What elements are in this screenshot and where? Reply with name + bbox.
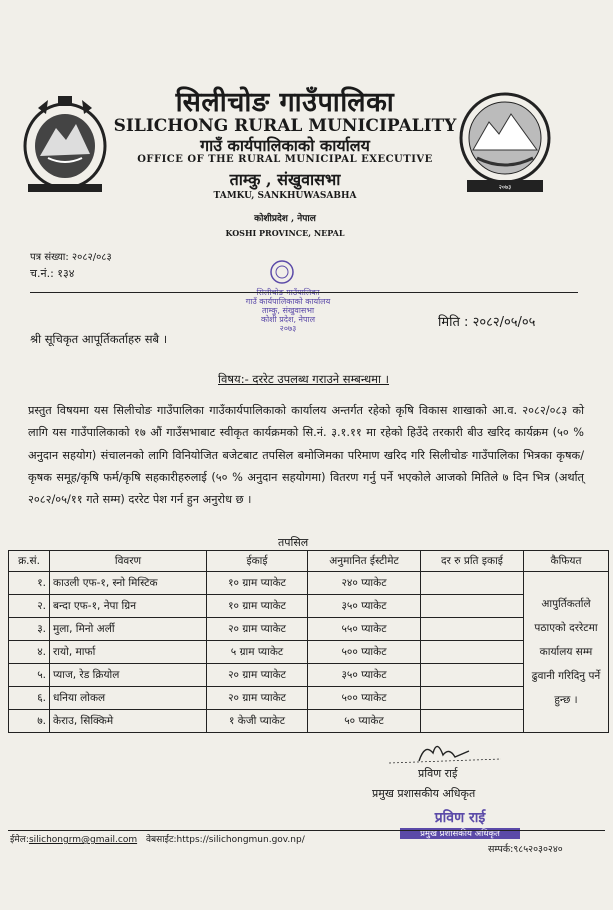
table-row <box>9 595 609 618</box>
stamp-line-4: कोशी प्रदेश, नेपाल <box>260 315 316 324</box>
body-paragraph: प्रस्तुत विषयमा यस सिलीचोङ गाउँपालिका गाउँकार्यपालिकाको कार्यालय अन्तर्गत रहेको कृषि विकास शाखाको आ.व. २०८२/०८३ को लागि यस गाउँपालिकाको १७ औं गाउँसभाबाट स्वीकृत कार्यक्रमको सि.नं. ३.१.११ मा रहेको हिउँदे तरकारी बीउ खरिद कार्यक्रम (५० % अनुदान सहयोग) संचालनको लागि विनियोजित बजेटबाट तपसिल बमोजिमका परिमाण खरिद गरि सिलीचोङ गाउँपालिका भित्रका कृषक/कृषक समूह/कृषि फर्म/कृषि सहकारीहरुलाई (५० % अनुदान सहयोगमा) वितरण गर्नु पर्ने भएकोले आजको मितिले ७ दिन भित्र (अर्थात् २०८२/०५/११ गते सम्म) दररेट पेश गर्न हुन अनुरोध छ । <box>28 404 584 507</box>
cell-unit: १० ग्राम प्याकेट <box>207 572 308 595</box>
cell-rate <box>421 641 524 664</box>
cell-rate <box>421 618 524 641</box>
footer-contact <box>10 832 305 845</box>
table-row <box>9 572 609 595</box>
cell-rate <box>421 572 524 595</box>
cell-remarks: आपुर्तिकर्ताले पठाएको दररेटमा कार्यालय सम्म ढुवानी गरिदिनु पर्ने हुन्छ । <box>524 572 609 733</box>
header-unit: ईकाई <box>207 551 308 572</box>
municipality-name-np: सिलीचोङ गाउँपालिका <box>175 87 395 118</box>
table-row <box>9 664 609 687</box>
website-link[interactable]: https://silichongmun.gov.np/ <box>176 835 305 845</box>
cell-sn: ६. <box>9 687 50 710</box>
letter-date: मिति : २०८२/०५/०५ <box>438 315 536 330</box>
cell-description: धनिया लोकल <box>50 687 207 710</box>
header-description: विवरण <box>50 551 207 572</box>
cell-unit: २० ग्राम प्याकेट <box>207 664 308 687</box>
cell-estimate: ५०० प्याकेट <box>308 641 421 664</box>
nepal-emblem-icon <box>18 88 112 198</box>
website-label: वेबसाईट: <box>145 835 177 845</box>
table-row <box>9 687 609 710</box>
cell-unit: ५ ग्राम प्याकेट <box>207 641 308 664</box>
place-en: TAMKU, SANKHUWASABHA <box>213 191 357 201</box>
province-np: कोशीप्रदेश , नेपाल <box>254 214 316 224</box>
cell-rate <box>421 687 524 710</box>
stamp-line-3: ताम्कु, संखुवासभा <box>261 306 315 315</box>
table-row <box>9 641 609 664</box>
signatory-title: प्रमुख प्रशासकीय अधिकृत <box>372 787 476 800</box>
stamp-line-5: २०७३ <box>279 324 297 333</box>
cell-estimate: ३५० प्याकेट <box>308 595 421 618</box>
svg-text:२०७३: २०७३ <box>498 184 512 191</box>
cell-unit: १० ग्राम प्याकेट <box>207 595 308 618</box>
table-row <box>9 618 609 641</box>
letter-number: पत्र संख्या: २०८२/०८३ <box>30 252 112 263</box>
cell-estimate: ३५० प्याकेट <box>308 664 421 687</box>
cell-description: मुला, मिनो अर्ली <box>50 618 207 641</box>
cell-sn: ३. <box>9 618 50 641</box>
cell-estimate: ५५० प्याकेट <box>308 618 421 641</box>
stamp-line-1: सिलीचोङ गाउँपालिका <box>256 288 320 297</box>
rates-table <box>8 550 609 733</box>
cell-rate <box>421 710 524 733</box>
cell-description: रायो, मार्फा <box>50 641 207 664</box>
place-np: ताम्कु , संखुवासभा <box>229 170 341 189</box>
municipality-name-en: SILICHONG RURAL MUNICIPALITY <box>113 116 457 136</box>
footer-rule <box>8 830 605 831</box>
cell-unit: २० ग्राम प्याकेट <box>207 687 308 710</box>
dispatch-number: च.नं.: १३४ <box>30 267 75 280</box>
subject: विषय:- दररेट उपलब्ध गराउने सम्बन्धमा । <box>218 372 390 386</box>
stamp-title: प्रमुख प्रशासकीय अधिकृत <box>400 828 520 839</box>
header-estimate: अनुमानित ईस्टीमेट <box>308 551 421 572</box>
header-rule <box>30 292 578 293</box>
cell-rate <box>421 595 524 618</box>
province-en: KOSHI PROVINCE, NEPAL <box>225 228 345 238</box>
cell-estimate: ५०० प्याकेट <box>308 687 421 710</box>
cell-sn: ७. <box>9 710 50 733</box>
cell-unit: १ केजी प्याकेट <box>207 710 308 733</box>
email-label: ईमेल: <box>10 835 29 845</box>
cell-description: काउली एफ-१, स्नो मिस्टिक <box>50 572 207 595</box>
table-row <box>9 710 609 733</box>
cell-sn: ४. <box>9 641 50 664</box>
name-stamp <box>400 808 520 842</box>
email-link[interactable]: silichongrm@gmail.com <box>28 835 138 845</box>
cell-estimate: २४० प्याकेट <box>308 572 421 595</box>
stamp-line-2: गाउँ कार्यपालिकाको कार्यालय <box>245 297 331 306</box>
footer-phone: सम्पर्क:९८५२०३०२४० <box>488 844 563 855</box>
stamp-name: प्रविण राई <box>434 810 486 826</box>
cell-sn: २. <box>9 595 50 618</box>
office-name-en: OFFICE OF THE RURAL MUNICIPAL EXECUTIVE <box>137 154 433 165</box>
cell-estimate: ५० प्याकेट <box>308 710 421 733</box>
municipality-logo-icon <box>455 88 555 200</box>
cell-unit: २० ग्राम प्याकेट <box>207 618 308 641</box>
cell-description: केराउ, सिक्किमे <box>50 710 207 733</box>
cell-sn: ५. <box>9 664 50 687</box>
cell-description: बन्दा एफ-१, नेपा ग्रिन <box>50 595 207 618</box>
office-stamp <box>240 258 336 344</box>
header-sn: क्र.सं. <box>9 551 50 572</box>
header-remarks: कैफियत <box>524 551 609 572</box>
cell-sn: १. <box>9 572 50 595</box>
table-caption: तपसिल <box>278 536 309 549</box>
table-header-row <box>9 551 609 572</box>
signatory-name: प्रविण राई <box>418 767 458 780</box>
recipient: श्री सूचिकृत आपूर्तिकर्ताहरु सबै । <box>30 332 168 346</box>
cell-rate <box>421 664 524 687</box>
office-name-np: गाउँ कार्यपालिकाको कार्यालय <box>200 136 370 155</box>
header-rate: दर रु प्रति इकाई <box>421 551 524 572</box>
cell-description: प्याज, रेड क्रियोल <box>50 664 207 687</box>
